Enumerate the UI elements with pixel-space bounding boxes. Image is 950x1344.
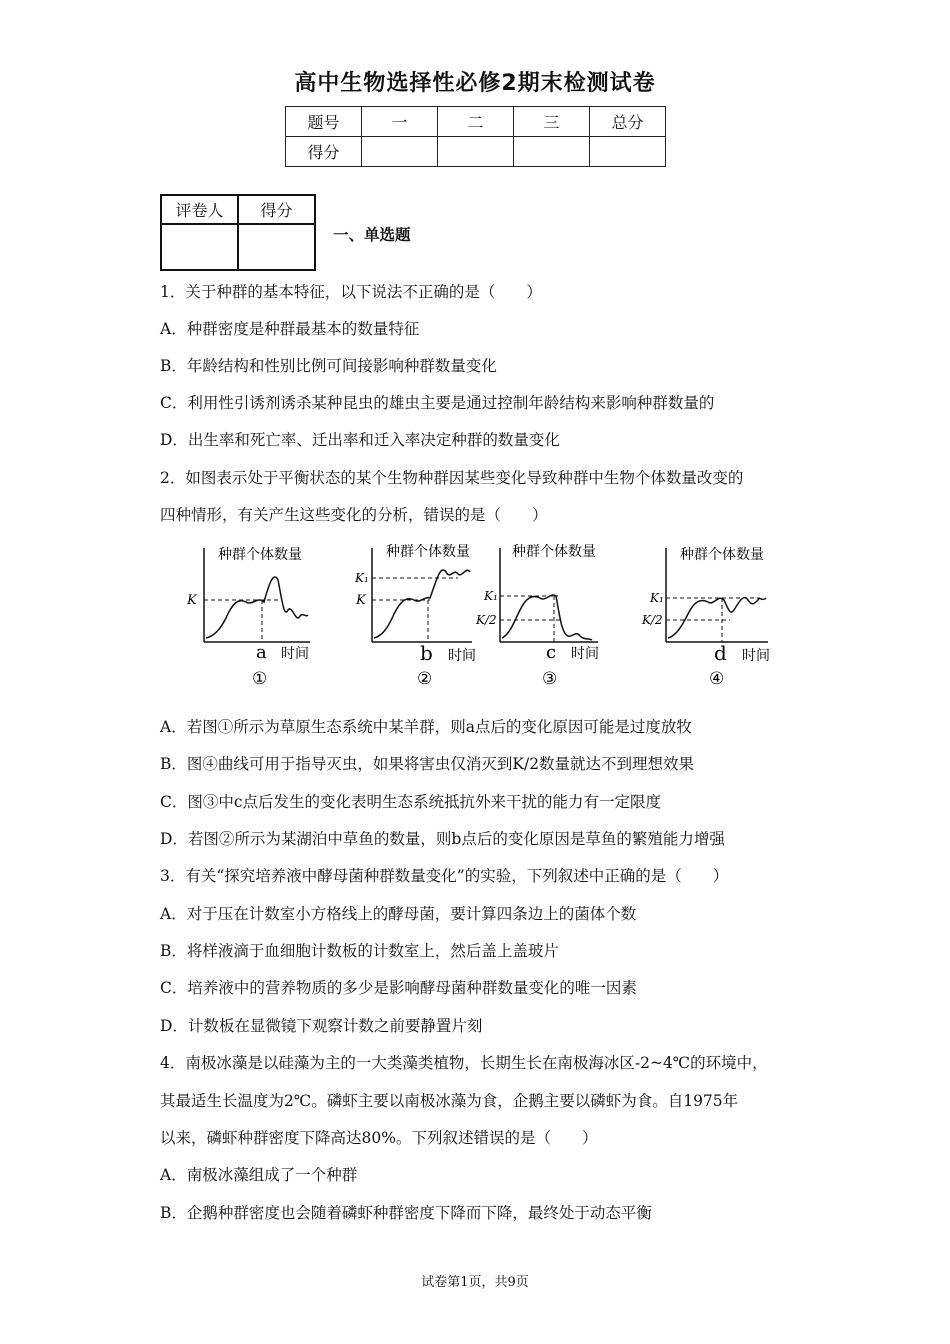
score-header-cell: 总分 [590, 107, 666, 137]
graph-4-point-label: d [714, 641, 727, 665]
graph-2-xlabel: 时间 [448, 648, 476, 664]
score-cell [590, 137, 666, 167]
exam-title: 高中生物选择性必修2期末检测试卷 [294, 71, 656, 96]
graph-4-k1-label: K₁ [650, 591, 664, 605]
question-3-option-b: B．将样液滴于血细胞计数板的计数室上，然后盖上盖玻片 [160, 942, 559, 960]
question-3-option-d: D．计数板在显微镜下观察计数之前要静置片刻 [160, 1017, 483, 1035]
graph-2-point-label: b [420, 641, 433, 665]
question-3-stem: 3．有关“探究培养液中酵母菌种群数量变化”的实验，下列叙述中正确的是（ ） [160, 867, 729, 885]
question-2-stem-line-1: 2．如图表示处于平衡状态的某个生物种群因某些变化导致种群中生物个体数量改变的 [160, 469, 744, 487]
question-4-option-b: B．企鹅种群密度也会随着磷虾种群密度下降而下降，最终处于动态平衡 [160, 1204, 652, 1222]
graph-2-curve [374, 570, 470, 638]
graph-1-number: ① [252, 669, 268, 689]
question-3-option-a: A．对于压在计数室小方格线上的酵母菌，要计算四条边上的菌体个数 [160, 905, 637, 923]
graph-2-k-label: K [356, 593, 366, 608]
graph-3-point-label: c [546, 642, 557, 663]
graph-3-curve [502, 595, 592, 640]
graph-2-k1-label: K₁ [355, 571, 369, 585]
score-header-cell: 三 [514, 107, 590, 137]
question-1-option-c: C．利用性引诱剂诱杀某种昆虫的雄虫主要是通过控制年龄结构来影响种群数量的 [160, 394, 715, 412]
page-footer: 试卷第1页，共9页 [421, 1275, 529, 1290]
question-1-option-a: A．种群密度是种群最基本的数量特征 [160, 320, 420, 338]
graph-4-xlabel: 时间 [742, 648, 770, 664]
graph-3-xlabel: 时间 [571, 646, 599, 662]
score-cell [438, 137, 514, 167]
graph-1 [186, 546, 310, 689]
score-cell [362, 137, 438, 167]
question-2-option-a: A．若图①所示为草原生态系统中某羊群，则a点后的变化原因可能是过度放牧 [160, 718, 692, 736]
grader-blank-cell [161, 224, 238, 270]
score-table-score-row [286, 137, 666, 167]
graph-2 [354, 543, 476, 689]
question-1-option-b: B．年龄结构和性别比例可间接影响种群数量变化 [160, 357, 497, 375]
graph-4-number: ④ [709, 669, 725, 689]
graph-2-number: ② [417, 669, 433, 689]
question-3-option-c: C．培养液中的营养物质的多少是影响酵母菌种群数量变化的唯一因素 [160, 979, 637, 997]
graph-1-ylabel: 种群个体数量 [218, 547, 302, 563]
score-header-cell: 二 [438, 107, 514, 137]
graph-1-k-label: K [187, 593, 197, 608]
score-cell [514, 137, 590, 167]
question-4-stem-line-3: 以来，磷虾种群密度下降高达80%。下列叙述错误的是（ ） [160, 1129, 598, 1147]
graph-3 [475, 543, 599, 689]
question-1-option-d: D．出生率和死亡率、迁出率和迁入率决定种群的数量变化 [160, 431, 560, 449]
graph-3-ylabel: 种群个体数量 [512, 544, 596, 560]
score-header-cell: 一 [362, 107, 438, 137]
score-table [285, 106, 666, 167]
graph-2-ylabel: 种群个体数量 [386, 544, 470, 560]
graph-3-number: ③ [542, 669, 558, 689]
score-table-header-row [286, 107, 666, 137]
question-4-stem-line-2: 其最适生长温度为2℃。磷虾主要以南极冰藻为食，企鹅主要以磷虾为食。自1975年 [160, 1092, 739, 1110]
graph-4-ylabel: 种群个体数量 [680, 547, 764, 563]
graph-4-curve [668, 598, 766, 638]
score-header-cell: 题号 [286, 107, 362, 137]
graph-3-k1-label: K₁ [484, 589, 498, 603]
grader-blank-row [161, 224, 315, 270]
question-2-option-c: C．图③中c点后发生的变化表明生态系统抵抗外来干扰的能力有一定限度 [160, 793, 662, 811]
graph-1-curve [206, 577, 308, 638]
grader-header-row [161, 195, 315, 224]
question-4-stem-line-1: 4．南极冰藻是以硅藻为主的一大类藻类植物，长期生长在南极海冰区-2~4℃的环境中， [160, 1054, 768, 1072]
grader-table [160, 194, 316, 271]
grader-score-label: 得分 [238, 195, 315, 224]
population-curves-figure [160, 538, 790, 698]
graph-1-point-label: a [256, 642, 267, 663]
grader-blank-cell [238, 224, 315, 270]
score-row-label: 得分 [286, 137, 362, 167]
question-4-option-a: A．南极冰藻组成了一个种群 [160, 1166, 358, 1184]
question-2-option-d: D．若图②所示为某湖泊中草鱼的数量，则b点后的变化原因是草鱼的繁殖能力增强 [160, 830, 725, 848]
graph-1-xlabel: 时间 [281, 646, 309, 662]
graph-4 [641, 546, 770, 689]
question-1-stem: 1．关于种群的基本特征，以下说法不正确的是（ ） [160, 283, 542, 301]
question-2-option-b: B．图④曲线可用于指导灭虫，如果将害虫仅消灭到K/2数量就达不到理想效果 [160, 755, 695, 773]
grader-label: 评卷人 [161, 195, 238, 224]
graph-4-k2-label: K/2 [642, 613, 663, 627]
section-title: 一、单选题 [333, 226, 411, 244]
graph-3-k2-label: K/2 [476, 613, 497, 627]
question-2-stem-line-2: 四种情形，有关产生这些变化的分析，错误的是（ ） [160, 506, 548, 524]
